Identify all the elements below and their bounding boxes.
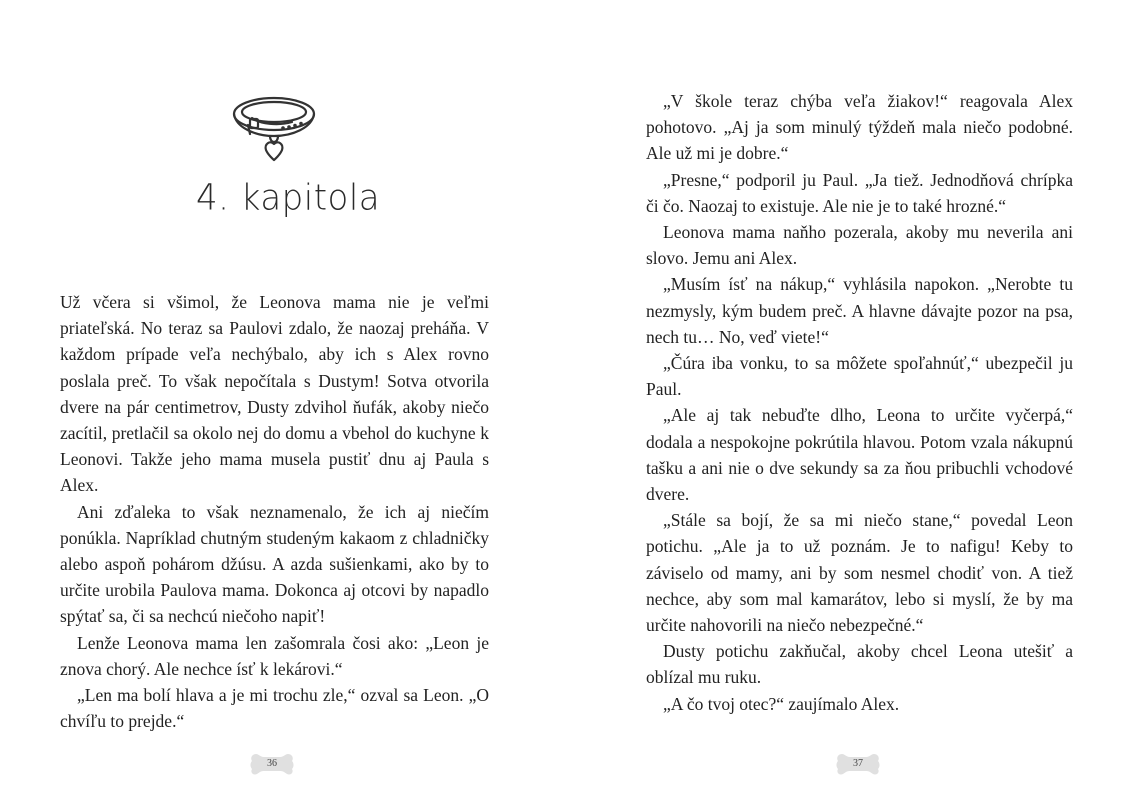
paragraph: „V škole teraz chýba veľa žiakov!“ reagovala Alex pohotovo. „Aj ja som minulý týždeň mala niečo podobné. Ale už mi je dobre.“ (646, 91, 1073, 164)
paragraph: „Čúra iba vonku, to sa môžete spoľahnúť,“ ubezpečil ju Paul. (646, 353, 1073, 400)
page-number: 37 (853, 758, 863, 769)
right-page (566, 0, 1131, 800)
paragraph: Leonova mama naňho pozerala, akoby mu neverila ani slovo. Jemu ani Alex. (646, 222, 1073, 269)
page-number: 36 (267, 758, 277, 769)
chapter-title: 4. kapitola (196, 177, 381, 219)
paragraph: „Len ma bolí hlava a je mi trochu zle,“ ozval sa Leon. „O chvíľu to prejde.“ (60, 685, 489, 732)
page-number-badge (835, 750, 881, 778)
paragraph: Lenže Leonova mama len zašomrala čosi ako: „Leon je znova chorý. Ale nechce ísť k lekárovi.“ (60, 632, 489, 679)
paragraph: „Presne,“ podporil ju Paul. „Ja tiež. Jednodňová chrípka či čo. Naozaj to existuje. Ale nie je to také hrozné.“ (646, 169, 1073, 216)
paragraph: Dusty potichu zakňučal, akoby chcel Leona utešiť a oblízal mu ruku. (646, 641, 1073, 688)
paragraph: „Ale aj tak nebuďte dlho, Leona to určite vyčerpá,“ dodala a nespokojne pokrútila hlavou. Potom vzala nákupnú tašku a ani nie o dve sekundy sa za ňou pribuchli vchodové dvere. (646, 405, 1073, 505)
paragraph: „A čo tvoj otec?“ zaujímalo Alex. (663, 693, 900, 714)
paragraph: Už včera si všimol, že Leonova mama nie je veľmi priateľská. No teraz sa Paulovi zdalo, že naozaj preháňa. V každom prípade veľa nechýbalo, aby ich s Alex rovno poslala preč. To však nepočítala s Dustym! Sotva otvorila dvere na pár centimetrov, Dusty zdvihol ňufák, akoby niečo zacítil, pretlačil sa okolo nej do domu a vbehol do kuchyne k Leonovi. Takže jeho mama musela pustiť dnu aj Paula s Alex. (60, 292, 489, 496)
paragraph: Ani zďaleka to však neznamenalo, že ich aj niečím ponúkla. Napríklad chutným studeným kakaom z chladničky alebo aspoň pohárom džúsu. A azda sušienkami, ako by to určite urobila Paulova mama. Dokonca aj otcovi by napadlo spýtať sa, či sa nechcú niečoho napiť! (60, 501, 489, 627)
page-number-badge (249, 750, 295, 778)
paragraph: „Musím ísť na nákup,“ vyhlásila napokon. „Nerobte tu nezmysly, kým budem preč. A hlavne dávajte pozor na psa, nech tu… No, veď viete!“ (646, 274, 1073, 347)
collar-with-heart-tag-icon (226, 88, 322, 166)
paragraph: „Stále sa bojí, že sa mi niečo stane,“ povedal Leon potichu. „Ale ja to už poznám. Je to nafigu! Keby to záviselo od mamy, ani by som nesmel chodiť von. A tiež nechce, aby som mal kamarátov, lebo si myslí, že by ma určite nahovorili na niečo nebezpečné.“ (646, 510, 1073, 636)
left-page-body (60, 289, 489, 734)
right-page-body (646, 88, 1073, 717)
